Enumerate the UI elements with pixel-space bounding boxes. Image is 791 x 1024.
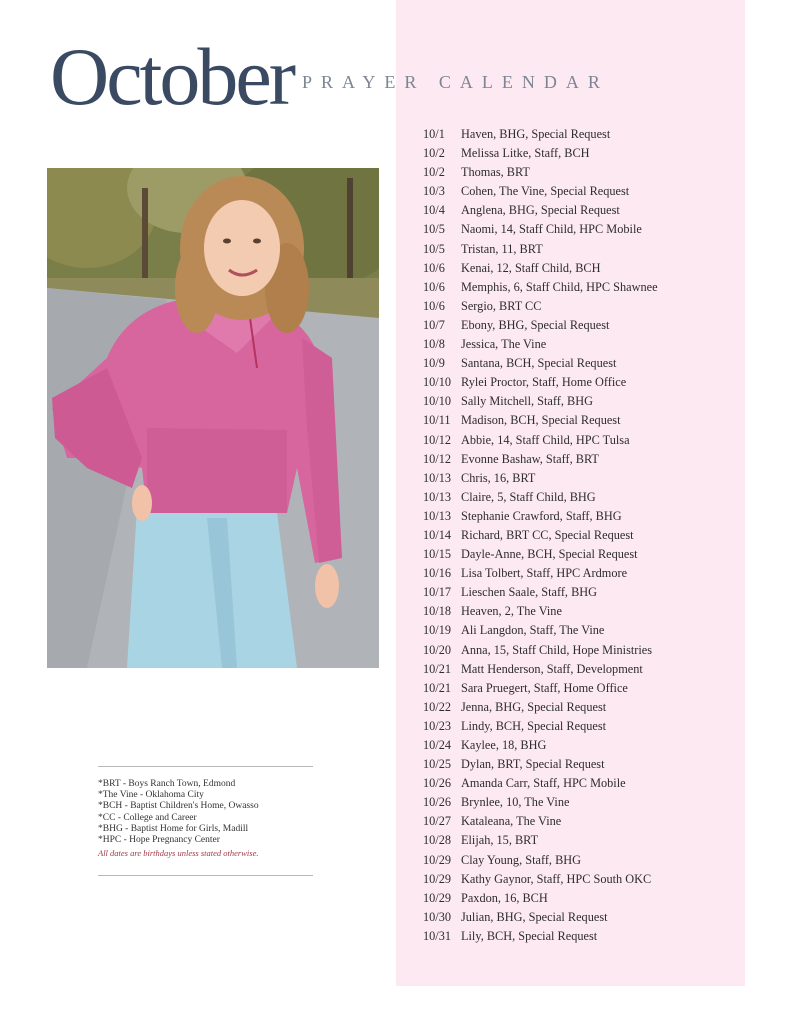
entry-date: 10/3: [423, 184, 445, 199]
calendar-entry: [423, 316, 658, 335]
entry-date: 10/28: [423, 833, 452, 848]
entry-date: 10/29: [423, 852, 452, 867]
featured-photo: [47, 168, 379, 668]
entry-text: Lieschen Saale, Staff, BHG: [461, 585, 598, 600]
entry-text: Haven, BHG, Special Request: [461, 127, 611, 141]
entry-date: 10/7: [423, 317, 445, 332]
entry-date: 10/26: [423, 776, 452, 791]
calendar-entry: [423, 278, 658, 297]
entry-date: 10/13: [423, 470, 452, 485]
entry-text: Jessica, The Vine: [461, 337, 547, 352]
entry-date: 10/2: [423, 146, 445, 161]
entry-text: Anglena, BHG, Special Request: [461, 203, 620, 218]
entry-text: Lindy, BCH, Special Request: [461, 718, 607, 733]
entry-date: 10/21: [423, 661, 452, 676]
legend-note: All dates are birthdays unless stated otherwise.: [98, 848, 259, 859]
entry-date: 10/6: [423, 298, 445, 313]
calendar-entry: [423, 621, 658, 640]
entry-text: Elijah, 15, BRT: [461, 833, 539, 848]
calendar-entry: [423, 812, 658, 831]
legend-line: *The Vine - Oklahoma City: [98, 790, 204, 801]
calendar-entry: [423, 526, 658, 545]
entry-date: 10/1: [423, 127, 445, 141]
entry-text: Santana, BCH, Special Request: [461, 356, 617, 371]
entry-text: Kenai, 12, Staff Child, BCH: [461, 260, 601, 275]
calendar-entry: [423, 507, 658, 526]
calendar-entry: [423, 220, 658, 239]
calendar-entry: [423, 602, 658, 621]
entry-text: Chris, 16, BRT: [461, 470, 536, 485]
calendar-entry: [423, 870, 658, 889]
entry-text: Memphis, 6, Staff Child, HPC Shawnee: [461, 279, 658, 294]
entry-text: Kaylee, 18, BHG: [461, 738, 547, 752]
entry-text: Kathy Gaynor, Staff, HPC South OKC: [461, 871, 652, 886]
entry-date: 10/12: [423, 432, 452, 447]
entry-text: Clay Young, Staff, BHG: [461, 852, 582, 867]
entry-text: Abbie, 14, Staff Child, HPC Tulsa: [461, 432, 630, 447]
entry-date: 10/15: [423, 547, 452, 562]
calendar-entry: [423, 927, 658, 946]
entry-date: 10/8: [423, 337, 445, 352]
entry-date: 10/13: [423, 489, 452, 504]
entry-text: Thomas, BRT: [461, 165, 530, 180]
entry-text: Ali Langdon, Staff, The Vine: [461, 623, 605, 638]
entry-text: Matt Henderson, Staff, Development: [461, 661, 643, 676]
legend-line: *CC - College and Career: [98, 812, 197, 823]
calendar-entry: [423, 259, 658, 278]
entry-date: 10/5: [423, 241, 445, 256]
entry-text: Sally Mitchell, Staff, BHG: [461, 394, 593, 409]
entry-date: 10/4: [423, 203, 445, 218]
calendar-entry: [423, 755, 658, 774]
calendar-entry: [423, 125, 658, 144]
entry-text: Dayle-Anne, BCH, Special Request: [461, 547, 638, 562]
calendar-entry: [423, 736, 658, 755]
entry-text: Dylan, BRT, Special Request: [461, 757, 605, 772]
calendar-entry: [423, 774, 658, 793]
calendar-entry: [423, 144, 658, 163]
entry-date: 10/29: [423, 890, 452, 905]
calendar-entry: [423, 373, 658, 392]
entry-text: Cohen, The Vine, Special Request: [461, 184, 630, 199]
prayer-calendar-list: [423, 125, 658, 946]
calendar-entry: [423, 660, 658, 679]
entry-text: Stephanie Crawford, Staff, BHG: [461, 508, 622, 523]
calendar-entry: [423, 163, 658, 182]
calendar-entry: [423, 392, 658, 411]
entry-date: 10/13: [423, 508, 452, 523]
entry-date: 10/9: [423, 356, 445, 371]
entry-date: 10/20: [423, 642, 452, 657]
page-title-month: October: [50, 31, 294, 122]
entry-date: 10/23: [423, 718, 452, 733]
entry-date: 10/16: [423, 566, 452, 581]
entry-text: Lily, BCH, Special Request: [461, 928, 598, 943]
entry-text: Julian, BHG, Special Request: [461, 909, 608, 924]
calendar-entry: [423, 698, 658, 717]
entry-text: Sara Pruegert, Staff, Home Office: [461, 680, 628, 695]
entry-text: Naomi, 14, Staff Child, HPC Mobile: [461, 222, 642, 237]
calendar-entry: [423, 450, 658, 469]
legend-line: *HPC - Hope Pregnancy Center: [98, 835, 220, 846]
legend-line: *BHG - Baptist Home for Girls, Madill: [98, 823, 249, 834]
calendar-entry: [423, 240, 658, 259]
entry-date: 10/2: [423, 165, 445, 180]
entry-text: Kataleana, The Vine: [461, 814, 562, 829]
abbreviation-legend: [98, 766, 313, 876]
calendar-entry: [423, 354, 658, 373]
calendar-entry: [423, 182, 658, 201]
entry-text: Heaven, 2, The Vine: [461, 604, 562, 619]
calendar-entry: [423, 411, 658, 430]
legend-line: *BCH - Baptist Children's Home, Owasso: [98, 801, 259, 812]
entry-text: Anna, 15, Staff Child, Hope Ministries: [461, 642, 653, 657]
entry-date: 10/6: [423, 279, 445, 294]
calendar-entry: [423, 908, 658, 927]
entry-date: 10/24: [423, 738, 452, 752]
calendar-entry: [423, 469, 658, 488]
calendar-entry: [423, 889, 658, 908]
entry-date: 10/11: [423, 413, 451, 428]
calendar-entry: [423, 717, 658, 736]
entry-text: Paxdon, 16, BCH: [461, 890, 548, 905]
calendar-entry: [423, 488, 658, 507]
calendar-entry: [423, 679, 658, 698]
entry-date: 10/5: [423, 222, 445, 237]
calendar-entry: [423, 335, 658, 354]
page-subtitle: PRAYER CALENDAR: [302, 72, 609, 92]
calendar-entry: [423, 545, 658, 564]
entry-date: 10/12: [423, 451, 452, 466]
entry-text: Madison, BCH, Special Request: [461, 413, 621, 428]
entry-date: 10/14: [423, 527, 452, 542]
entry-text: Ebony, BHG, Special Request: [461, 317, 610, 332]
calendar-entry: [423, 564, 658, 583]
calendar-entry: [423, 583, 658, 602]
entry-text: Tristan, 11, BRT: [461, 241, 543, 256]
entry-date: 10/26: [423, 795, 452, 810]
legend-line: *BRT - Boys Ranch Town, Edmond: [98, 779, 236, 789]
entry-text: Claire, 5, Staff Child, BHG: [461, 489, 596, 504]
entry-date: 10/17: [423, 585, 452, 600]
entry-date: 10/25: [423, 757, 452, 772]
entry-text: Melissa Litke, Staff, BCH: [461, 146, 590, 161]
entry-date: 10/27: [423, 814, 452, 829]
entry-text: Rylei Proctor, Staff, Home Office: [461, 375, 627, 390]
calendar-entry: [423, 641, 658, 660]
calendar-entry: [423, 793, 658, 812]
entry-text: Evonne Bashaw, Staff, BRT: [461, 451, 599, 466]
entry-date: 10/29: [423, 871, 452, 886]
entry-date: 10/22: [423, 699, 452, 714]
entry-date: 10/30: [423, 909, 452, 924]
calendar-entry: [423, 297, 658, 316]
entry-text: Sergio, BRT CC: [461, 298, 542, 313]
calendar-entry: [423, 831, 658, 850]
entry-text: Lisa Tolbert, Staff, HPC Ardmore: [461, 566, 628, 581]
entry-date: 10/19: [423, 623, 452, 638]
entry-text: Richard, BRT CC, Special Request: [461, 527, 634, 542]
calendar-entry: [423, 851, 658, 870]
entry-text: Jenna, BHG, Special Request: [461, 699, 607, 714]
entry-date: 10/18: [423, 604, 452, 619]
entry-date: 10/31: [423, 928, 452, 943]
entry-date: 10/6: [423, 260, 445, 275]
entry-text: Brynlee, 10, The Vine: [461, 795, 570, 810]
calendar-entry: [423, 201, 658, 220]
entry-date: 10/21: [423, 680, 452, 695]
entry-text: Amanda Carr, Staff, HPC Mobile: [461, 776, 626, 791]
entry-date: 10/10: [423, 394, 452, 409]
entry-date: 10/10: [423, 375, 452, 390]
calendar-entry: [423, 431, 658, 450]
